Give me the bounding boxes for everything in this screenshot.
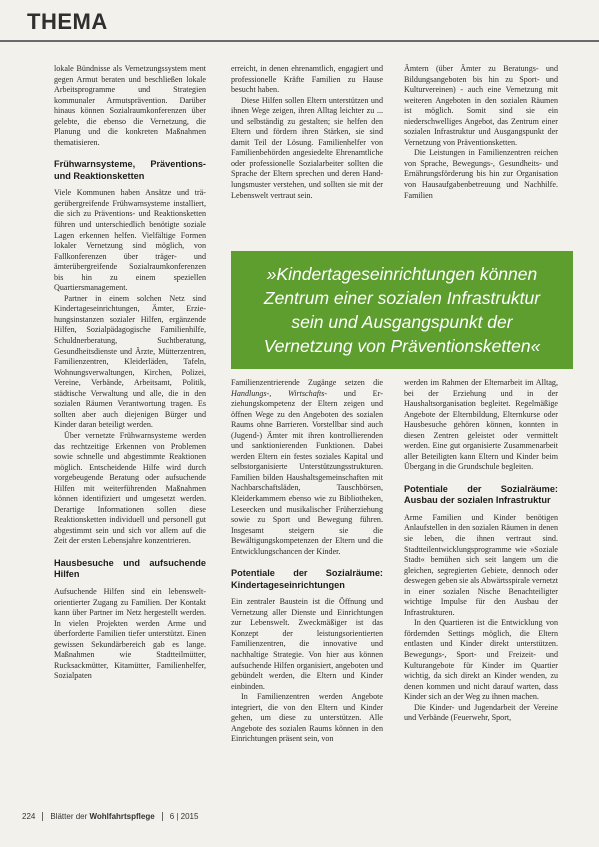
subheading-kindertageseinrichtungen: Potentiale der Sozialräume: Kindertageseinrichtungen (231, 568, 383, 590)
column-2-bottom (231, 378, 383, 802)
paragraph: Partner in einem solchen Netz sind Kindertageseinrichtungen, Ämter, Erziehungsinstanzen sozialer Hilfen, ergänzende Hilfen, Sozialpädagogische Familienhilfe, Schuldnerberatung, Suchtberatung, Gesundheitsdienste und Ärzte, Mütterzentren, Familienzentren, Kleiderläden, Tafeln, Wohnungsverwaltungen, Kirchen, Polizei, Vereine, Verbände, Arbeitsamt, Politik, städtische Verwaltung und alle, die in den sozialen Räumen Verantwortung tragen. Es sollten aber auch diejenigen Bürger und Kinder daran beteiligt werden. (54, 293, 206, 430)
paragraph: Diese Hilfen sollen Eltern unterstützen und ihnen Wege zeigen, ihren Alltag leichter zu ... und selbständig zu gestalten; sie helfen den Eltern und fördern ihren Stärken, sie sind damit Teil der Lösung. Familienhelfer von Familienbehörden angesiedelte Ehrenamtliche oder professionelle Sozialarbeiter sollten die Sprache der Eltern sprechen und deren Handlungsmuster verstehen, und sollten sie mit der Lebenswelt vertraut sein. (231, 95, 383, 200)
paragraph: erreicht, in denen ehrenamtlich, engagiert und professionelle Kräfte Familien zu Hause besucht haben. (231, 64, 383, 95)
column-2-top (231, 64, 383, 249)
pull-quote-box (231, 251, 573, 369)
footer-divider (162, 812, 163, 821)
column-1 (54, 64, 206, 804)
paragraph: Die Kinder- und Jugendarbeit der Vereine und Verbände (Feuerwehr, Sport, (404, 702, 558, 723)
column-3-top (404, 64, 558, 249)
page-footer (22, 812, 562, 821)
paragraph: In Familienzentren werden Angebote integriert, die von den Eltern und Kinder gehen, um diese zu unterstützen. Alle Angebote des sozialen Raums können in den Einrichtungen präsent sein, von (231, 692, 383, 744)
pull-quote-text: »Kindertageseinrichtungen können Zentrum einer sozialen Infrastruktur sein und Ausgangspunkt der Vernetzung von Präventionsketten« (263, 264, 541, 356)
issue-number: 6 | 2015 (169, 812, 199, 821)
paragraph: Ämtern (über Ämter zu Beratungs- und Bildungsangeboten bis hin zu Sport- und Kulturvereinen) - auch eine Vernetzung mit weiteren Angeboten in den sozialen Räumen ist möglich. Somit sind sie ein niederschwelliges Angebot, das Zentrum einer sozialen Infrastruktur und Ausgangspunkt der Vernetzung von Präventionsketten. (404, 64, 558, 147)
paragraph (231, 378, 383, 557)
paragraph: Viele Kommunen haben Ansätze und trägerübergreifende Frühwarnsysteme installiert, die sich zu Präventions- und Reaktionsketten führen und unterschiedlich benötigte soziale Lagen erkennen helfen. Vielfältige Formen lokaler Vernetzung sind möglich, von Fallkonferenzen über träger- und ämterübergreifende Sozialraumkonferenzen bis hin zu einem speziellen Quartiersmanagement. (54, 188, 206, 293)
paragraph: Aufsuchende Hilfen sind ein lebensweltorientierter Zugang zu Familien. Der Kontakt kann über Partner im Netz hergestellt werden. In vielen Projekten werden Arme und überforderte Familien tiefer unterstützt. Einen gewissen Sekundärbereich gab es lange. Maßnahmen wie Stadtteilmütter, Rucksackmütter, Kitamütter, Familienhelfer, Sozialpaten (54, 586, 206, 681)
subheading-infrastruktur: Potentiale der Sozialräume: Ausbau der sozialen Infrastruktur (404, 483, 558, 506)
header-rule (0, 40, 599, 42)
column-3-bottom (404, 378, 558, 802)
paragraph: Arme Familien und Kinder benötigen Anlaufstellen in den sozialen Räumen in denen sie leben, die ihnen vertraut sind. Stadtteilentwicklungsprogramme wie »Soziale Stadt« bemühen sich seit langem um die gleichen, segregierten Gebiete, dennoch oder deswegen geben sie als Abwärtsspirale vernetzt in einer sozialen Nische Benachteiligter wichtige Impulse für den Ausbau der Infrastrukturen. (404, 512, 558, 617)
paragraph: Ein zentraler Baustein ist die Öffnung und Vernetzung aller Dienste und Einrichtungen zur Lebenswelt. Zweckmäßiger ist das Konzept der leistungsorientierten Familienzentren, die innovative und nachhaltige Strategie. Von hier aus können aufsuchende Hilfen organisiert, angeboten und gebündelt werden, die Eltern und Kinder einbinden. (231, 597, 383, 691)
paragraph: werden im Rahmen der Elternarbeit im Alltag, bei der Erziehung und in der Haushaltsorganisation begleitet. Regelmäßige Angebote der Elternbildung, Elternkurse oder Hausbesuche gehören können, konnten in diesen Zentren geleistet oder vermittelt werden. Eine gut organisierte Zusammenarbeit aller Beteiligten kann Eltern und Kinder beim Übergang in die Grundschule begleiten. (404, 378, 558, 472)
footer-divider (42, 812, 43, 821)
text-run: Familienzentrierende Zugänge setzen die (231, 378, 383, 387)
page-number: 224 (22, 812, 36, 821)
text-run: , (269, 388, 288, 398)
paragraph: lokale Bündnisse als Vernetzungssystem ment gegen Armut beraten und beschließen lokale Arbeitsprogramme und Strategien kommunaler Armutsprävention. Darüber hinaus können Sozialraumkonferenzen über gelebte, die ebenso die Vernetzung, die Planung und die konkreten Maßnahmen thematisieren. (54, 64, 206, 147)
subheading-hausbesuche: Hausbesuche und aufsuchende Hilfen (54, 557, 206, 580)
subheading-fruehwarnsysteme: Frühwarnsysteme, Präventions- und Reaktionsketten (54, 159, 206, 181)
section-heading: THEMA (27, 9, 108, 34)
emphasis: Handlungs- (231, 388, 270, 398)
paragraph: Über vernetzte Frühwarnsysteme werden das rechtzeitige Erkennen von Problemen sowie schnelle und abgestimmte Reaktionen möglich. Entscheidende Hilfe wird durch vorgebeugende Beratung oder aufsuchende Hilfen mit weiterführenden Maßnahmen können identifiziert und umgesetzt werden. Derartige Informationen sollen diese Reaktionsketten individuell und personell gut abgestimmt sein und sich vor allem auf die Zeit der ersten Lebensjahre konzentrieren. (54, 430, 206, 546)
paragraph: In den Quartieren ist die Entwicklung von fördernden Settings möglich, die Eltern entlasten und Kinder direkt unterstützen. Bewegungs-, Sport- und Freizeit- und Kulturangebote für Kinder im Quartier wichtig, da sich direkt an Kinder wenden, zu denen kommen und nicht darauf warten, dass Kinder sich an der Weg zu ihnen machen. (404, 618, 558, 702)
emphasis: Wirtschafts- (287, 388, 328, 398)
text-run: und Erziehungskompetenz der Eltern zeigen und öffnen Wege zu den Angeboten des sozialen Raums ohne Barrieren. Vorstellbar sind auch (Jugend-) Ämter mit ihren kontrollierenden und sanktionierenden Funktionen. Dabei werden Eltern ein festes soziales Kapital und selbstorganisierte Unterstützungsstrukturen. Familien bilden Haushaltsgemeinschaften mit Nachbarschaftsläden, Tauschbörsen, Kleiderkammern ebenso wie zu Bibliotheken, Leseecken und musikalischer Früherziehung sowie zu Sport und Bewegung führen. Insgesamt steigern sie die Bewältigungskompetenzen der Eltern und die Entwicklungschancen der Kinder. (231, 388, 383, 556)
journal-name: Wohlfahrtspflege (89, 812, 155, 821)
journal-prefix: Blätter der (50, 812, 90, 821)
journal-title (50, 812, 154, 821)
paragraph: Die Leistungen in Familienzentren reichen von Sprache, Bewegungs-, Gesundheits- und Ernährungsförderung bis hin zur Organisation von Hausaufgabenbetreuung und Nachhilfe. Familien (404, 148, 558, 200)
